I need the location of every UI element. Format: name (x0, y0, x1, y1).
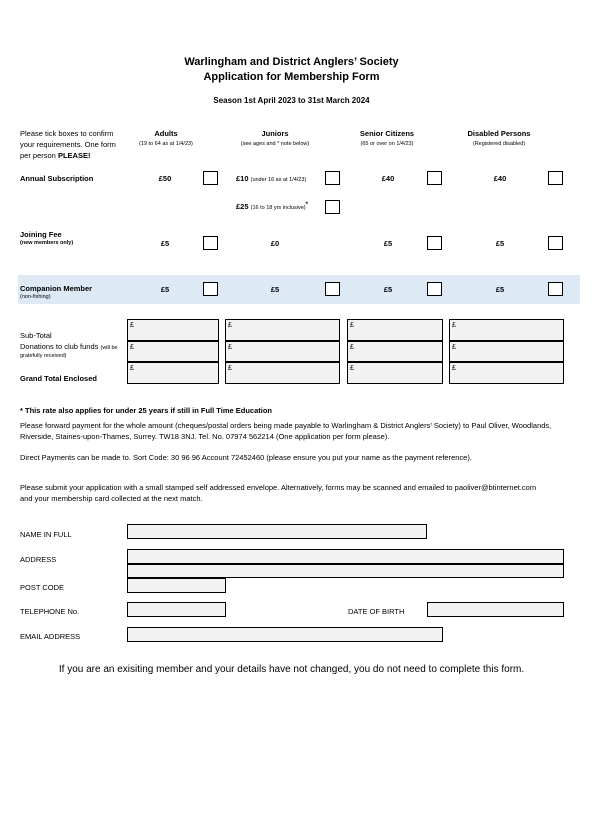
annual-adults-amount: £50 (158, 174, 172, 183)
grand-seniors-field[interactable]: £ (347, 362, 443, 384)
subtotal-label: Sub-Total (20, 331, 52, 340)
companion-adults-checkbox[interactable] (203, 282, 218, 296)
companion-label: Companion Member (20, 284, 93, 293)
companion-seniors-amount: £5 (383, 285, 393, 294)
subtotal-seniors-field[interactable]: £ (347, 319, 443, 341)
intro-line1: Please tick boxes to confirm (20, 129, 114, 138)
joining-seniors-checkbox[interactable] (427, 236, 442, 250)
subtotal-juniors-field[interactable]: £ (225, 319, 340, 341)
subtotal-adults-field[interactable]: £ (127, 319, 219, 341)
col-adults-sub: (19 to 64 as at 1/4/23) (139, 141, 193, 147)
star-note: * This rate also applies for under 25 years if still in Full Time Education (20, 406, 273, 415)
joining-label: Joining Fee (20, 230, 62, 239)
joining-sub: (new members only) (20, 240, 74, 246)
col-adults-title: Adults (154, 129, 178, 138)
postcode-input[interactable] (127, 578, 226, 593)
donations-label: Donations to club funds (will be (20, 342, 118, 351)
companion-juniors-amount: £5 (270, 285, 280, 294)
email-label: EMAIL ADDRESS (20, 632, 81, 641)
grand-total-label: Grand Total Enclosed (20, 374, 97, 383)
postcode-label: POST CODE (20, 583, 65, 592)
form-title-line2: Application for Membership Form (203, 71, 380, 83)
payment-line1: Please forward payment for the whole amount (cheques/postal orders being made payable to Warlingham & District Anglers’ Society) to Paul Oliver, Woodlands, (20, 421, 552, 430)
direct-payment-text: Direct Payments can be made to. Sort Code: 30 96 96 Account 72452460 (please ensure you put your name as the payment reference). (20, 453, 472, 462)
grand-juniors-field[interactable]: £ (225, 362, 340, 384)
col-juniors-sub: (see ages and * note below) (240, 141, 310, 147)
donation-adults-field[interactable]: £ (127, 341, 219, 362)
annual-disabled-checkbox[interactable] (548, 171, 563, 185)
joining-juniors-amount: £0 (270, 239, 280, 248)
annual-disabled-amount: £40 (493, 174, 507, 183)
companion-sub: (non-fishing) (20, 294, 51, 300)
companion-adults-amount: £5 (160, 285, 170, 294)
email-input[interactable] (127, 627, 443, 642)
subtotal-disabled-field[interactable]: £ (449, 319, 564, 341)
companion-disabled-amount: £5 (495, 285, 505, 294)
companion-disabled-checkbox[interactable] (548, 282, 563, 296)
telephone-input[interactable] (127, 602, 226, 617)
season-text: Season 1st April 2023 to 31st March 2024 (213, 96, 370, 105)
joining-seniors-amount: £5 (383, 239, 393, 248)
intro-line3: per person PLEASE! (20, 151, 91, 160)
annual-adults-checkbox[interactable] (203, 171, 218, 185)
payment-line2: Riverside, Staines-upon-Thames, Surrey. TW18 3NJ. Tel. No. 07974 562214 (One application per form please). (20, 432, 390, 441)
telephone-label: TELEPHONE No. (20, 607, 80, 616)
grand-adults-field[interactable]: £ (127, 362, 219, 384)
form-title-line1: Warlingham and District Anglers’ Society (184, 56, 399, 68)
address-input-line1[interactable] (127, 549, 564, 564)
grand-disabled-field[interactable]: £ (449, 362, 564, 384)
companion-juniors-checkbox[interactable] (325, 282, 340, 296)
donations-note: gratefully received) (20, 353, 67, 359)
col-disabled-sub: (Registered disabled) (472, 141, 526, 147)
col-seniors-title: Senior Citizens (359, 129, 415, 138)
footer-note: If you are an exisiting member and your details have not changed, you do not need to complete this form. (58, 664, 525, 675)
name-label: NAME IN FULL (20, 530, 72, 539)
col-juniors-title: Juniors (261, 129, 289, 138)
donation-disabled-field[interactable]: £ (449, 341, 564, 362)
joining-adults-checkbox[interactable] (203, 236, 218, 250)
dob-input[interactable] (427, 602, 564, 617)
annual-seniors-amount: £40 (381, 174, 395, 183)
donation-seniors-field[interactable]: £ (347, 341, 443, 362)
address-label: ADDRESS (20, 555, 57, 564)
annual-juniors2-checkbox[interactable] (325, 200, 340, 214)
col-seniors-sub: (65 or over on 1/4/23) (360, 141, 414, 147)
joining-disabled-checkbox[interactable] (548, 236, 563, 250)
annual-juniors2-text: £25 (16 to 18 yrs inclusive)* (236, 202, 308, 211)
joining-adults-amount: £5 (160, 239, 170, 248)
annual-juniors-text: £10 (under 16 as at 1/4/23) (236, 174, 307, 183)
companion-seniors-checkbox[interactable] (427, 282, 442, 296)
submit-line1: Please submit your application with a small stamped self addressed envelope. Alternatively, forms may be scanned and emailed to paoliver@btinternet.com (20, 483, 537, 492)
annual-label: Annual Subscription (20, 174, 94, 183)
annual-seniors-checkbox[interactable] (427, 171, 442, 185)
intro-line2: your requirements. One form (20, 140, 116, 149)
col-disabled-title: Disabled Persons (467, 129, 531, 138)
donation-juniors-field[interactable]: £ (225, 341, 340, 362)
dob-label: DATE OF BIRTH (348, 607, 405, 616)
name-input[interactable] (127, 524, 427, 539)
address-input-line2[interactable] (127, 564, 564, 578)
submit-line2: and your membership card collected at the next match. (20, 494, 203, 503)
joining-disabled-amount: £5 (495, 239, 505, 248)
annual-juniors-checkbox[interactable] (325, 171, 340, 185)
